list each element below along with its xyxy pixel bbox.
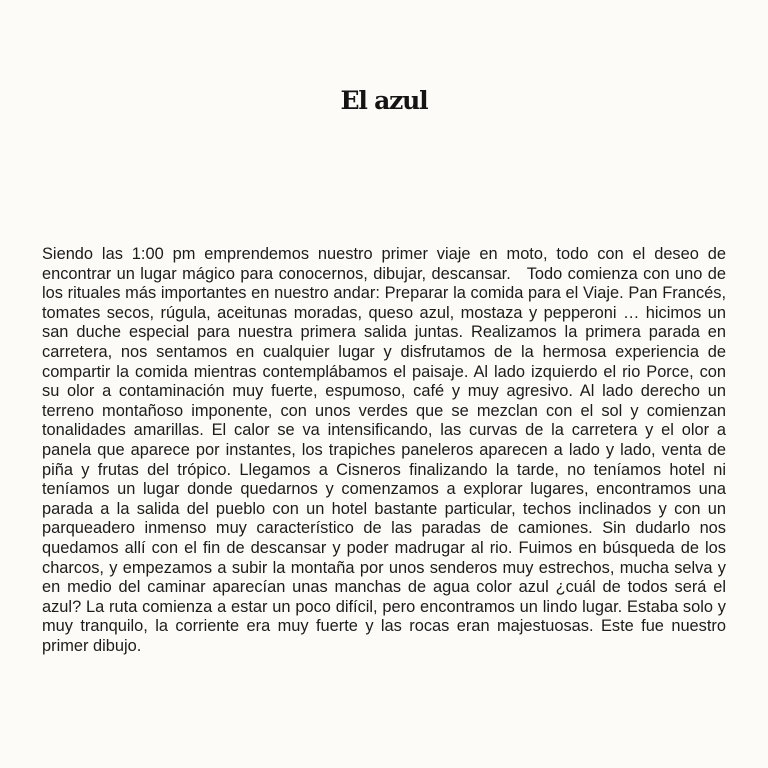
document-title: El azul bbox=[340, 86, 428, 115]
document-body-paragraph: Siendo las 1:00 pm emprendemos nuestro primer viaje en moto, todo con el deseo de encontrar un lugar mágico para conocernos, dibujar, descansar. Todo comienza con uno de los rituales más importantes en nuestro andar: Preparar la comida para el Viaje. Pan Francés, tomates secos, rúgula, aceitunas moradas, queso azul, mostaza y pepperoni … hicimos un san duche especial para nuestra primera salida juntas. Realizamos la primera parada en carretera, nos sentamos en cualquier lugar y disfrutamos de la hermosa experiencia de compartir la comida mientras contemplábamos el paisaje. Al lado izquierdo el rio Porce, con su olor a contaminación muy fuerte, espumoso, café y muy agresivo. Al lado derecho un terreno montañoso imponente, con unos verdes que se mezclan con el sol y comienzan tonalidades amarillas. El calor se va intensificando, las curvas de la carretera y el olor a panela que aparece por instantes, los trapiches paneleros aparecen a lado y lado, venta de piña y frutas del trópico. Llegamos a Cisneros finalizando la tarde, no teníamos hotel ni teníamos un lugar donde quedarnos y comenzamos a explorar lugares, encontramos una parada a la salida del pueblo con un hotel bastante particular, techos inclinados y con un parqueadero inmenso muy característico de las paradas de camiones. Sin dudarlo nos quedamos allí con el fin de descansar y poder madrugar al rio. Fuimos en búsqueda de los charcos, y empezamos a subir la montaña por unos senderos muy estrechos, mucha selva y en medio del caminar aparecían unas manchas de agua color azul ¿cuál de todos será el azul? La ruta comienza a estar un poco difícil, pero encontramos un lindo lugar. Estaba solo y muy tranquilo, la corriente era muy fuerte y las rocas eran majestuosas. Este fue nuestro primer dibujo. bbox=[42, 245, 731, 655]
